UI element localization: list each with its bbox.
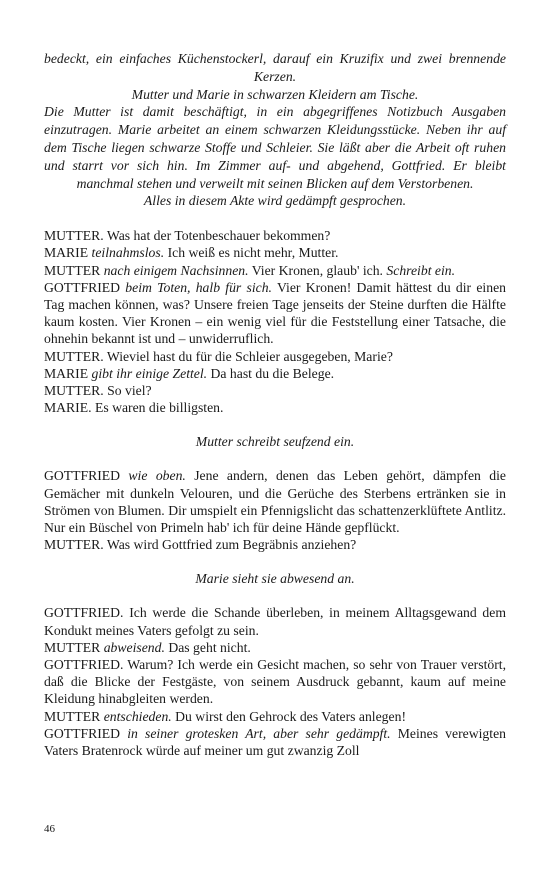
speaker-name: GOTTFRIED [44, 279, 121, 295]
stage-direction: Marie sieht sie abwesend an. [195, 571, 355, 587]
speaker-name: MUTTER. [44, 348, 104, 364]
dialogue-line [44, 604, 506, 638]
stage-direction-inline: nach einigem Nachsinnen. [100, 262, 249, 278]
speaker-name: GOTTFRIED [44, 468, 121, 484]
speech-text: So viel? [103, 383, 152, 398]
speech-text: Vier Kronen! Damit hättest du dir einen Tag machen können, was? Unsere freien Tage jenseits der Steine durften die Hälfte kaum kosten. Vier Kronen – ein wenig viel für die Feststellung einer Tatsache, die ohnehin bekannt ist und – unwiderruflich. [44, 279, 506, 347]
speaker-name: GOTTFRIED. [44, 657, 124, 673]
dialogue-line [44, 279, 506, 348]
dialogue-block [44, 604, 506, 759]
speech-text: Das geht nicht. [164, 639, 251, 655]
dialogue-block [44, 227, 506, 416]
dialogue-line [44, 536, 506, 553]
speaker-name: MUTTER [44, 708, 101, 724]
stage-direction: Mutter schreibt seufzend ein. [195, 434, 355, 450]
speech-text: Du wirst den Gehrock des Vaters anlegen! [171, 708, 406, 724]
speech-text: Ich weiß es nicht mehr, Mutter. [164, 245, 339, 261]
speech-text: Ich werde die Schande überleben, in meinem Alltagsgewand dem Kondukt meines Vaters gefolgt zu sein. [44, 605, 506, 638]
speaker-name: MUTTER [44, 262, 101, 278]
speech-text: Warum? Ich werde ein Gesicht machen, so sehr von Trauer verstört, daß die Blicke der Festgäste, von seinem Ausdruck gebannt, kaum auf meine Kleidung hinabgleiten werden. [44, 657, 506, 707]
stage-line: Mutter und Marie in schwarzen Kleidern am Tische. [131, 86, 419, 102]
dialogue-block [44, 467, 506, 553]
dialogue-line [44, 227, 506, 244]
dialogue-line [44, 382, 506, 399]
stage-direction-inline: wie oben. [120, 468, 186, 484]
speech-text: Wieviel hast du für die Schleier ausgegeben, Marie? [103, 348, 393, 364]
dialogue-line [44, 365, 506, 382]
stage-direction-opening [44, 50, 506, 210]
dialogue-line [44, 725, 506, 759]
stage-direction-inline: teilnahmslos. [88, 245, 165, 261]
dialogue-line [44, 708, 506, 725]
speech-text: Was wird Gottfried zum Begräbnis anziehen? [103, 537, 357, 553]
speaker-name: MARIE [44, 245, 89, 261]
page-body [44, 50, 506, 759]
stage-direction-inline: beim Toten, halb für sich. [120, 279, 272, 295]
dialogue-line [44, 639, 506, 656]
stage-direction-trailing: Schreibt ein. [382, 262, 456, 278]
speaker-name: GOTTFRIED. [44, 605, 124, 621]
speech-text: Es waren die billigsten. [91, 400, 224, 416]
stage-direction-inline: in seiner grotesken Art, aber sehr gedämpft. [120, 725, 391, 741]
page-number: 46 [44, 823, 55, 835]
speaker-name: MARIE. [44, 400, 92, 416]
speech-text: Vier Kronen, glaub' ich. [248, 262, 383, 278]
stage-line: Alles in diesem Akte wird gedämpft gesprochen. [143, 193, 407, 209]
stage-direction-inline: entschieden. [100, 708, 172, 724]
stage-direction-inline: abweisend. [100, 639, 165, 655]
stage-line: bedeckt, ein einfaches Küchenstockerl, darauf ein Kruzifix und zwei brennende Kerzen. [44, 51, 506, 84]
speech-text: Jene andern, denen das Leben gehört, dämpfen die Gemächer mit dunkeln Velouren, und die Gerüche des Sterbens ertränken sie in Strömen von Blumen. Dir umspielt ein Pfennigslicht das schattenzerklüftete Antlitz. Nur ein Büschel von Primeln hab' ich für deine Hände gepflückt. [44, 468, 506, 536]
speaker-name: MUTTER. [44, 228, 104, 244]
dialogue-line [44, 348, 506, 365]
speech-text: Was hat der Totenbeschauer bekommen? [103, 228, 331, 244]
dialogue-line [44, 467, 506, 536]
dialogue-line [44, 262, 506, 279]
speaker-name: GOTTFRIED [44, 725, 121, 741]
speech-text: Da hast du die Belege. [207, 365, 335, 381]
speaker-name: MUTTER. [44, 383, 104, 398]
stage-line: Die Mutter ist damit beschäftigt, in ein abgegriffenes Notizbuch Ausgaben einzutragen. Marie arbeitet an einem schwarzen Kleidungsstücke. Neben ihr auf dem Tische liegen schwarze Stoffe und Schleier. Sie läßt aber die Arbeit oft ruhen und starrt vor sich hin. Im Zimmer auf- und abgehend, Gottfried. Er bleibt manchmal stehen und verweilt mit seinen Blicken auf dem Verstorbenen. [44, 104, 506, 191]
dialogue-line [44, 244, 506, 261]
speech-text: Meines verewigten Vaters Bratenrock würde auf meiner um gut zwanzig Zoll [44, 725, 506, 759]
speaker-name: MARIE [44, 365, 89, 381]
dialogue-line [44, 399, 506, 416]
speaker-name: MUTTER [44, 639, 101, 655]
dialogue-line [44, 656, 506, 708]
speaker-name: MUTTER. [44, 537, 104, 553]
stage-direction-inline: gibt ihr einige Zettel. [88, 365, 208, 381]
